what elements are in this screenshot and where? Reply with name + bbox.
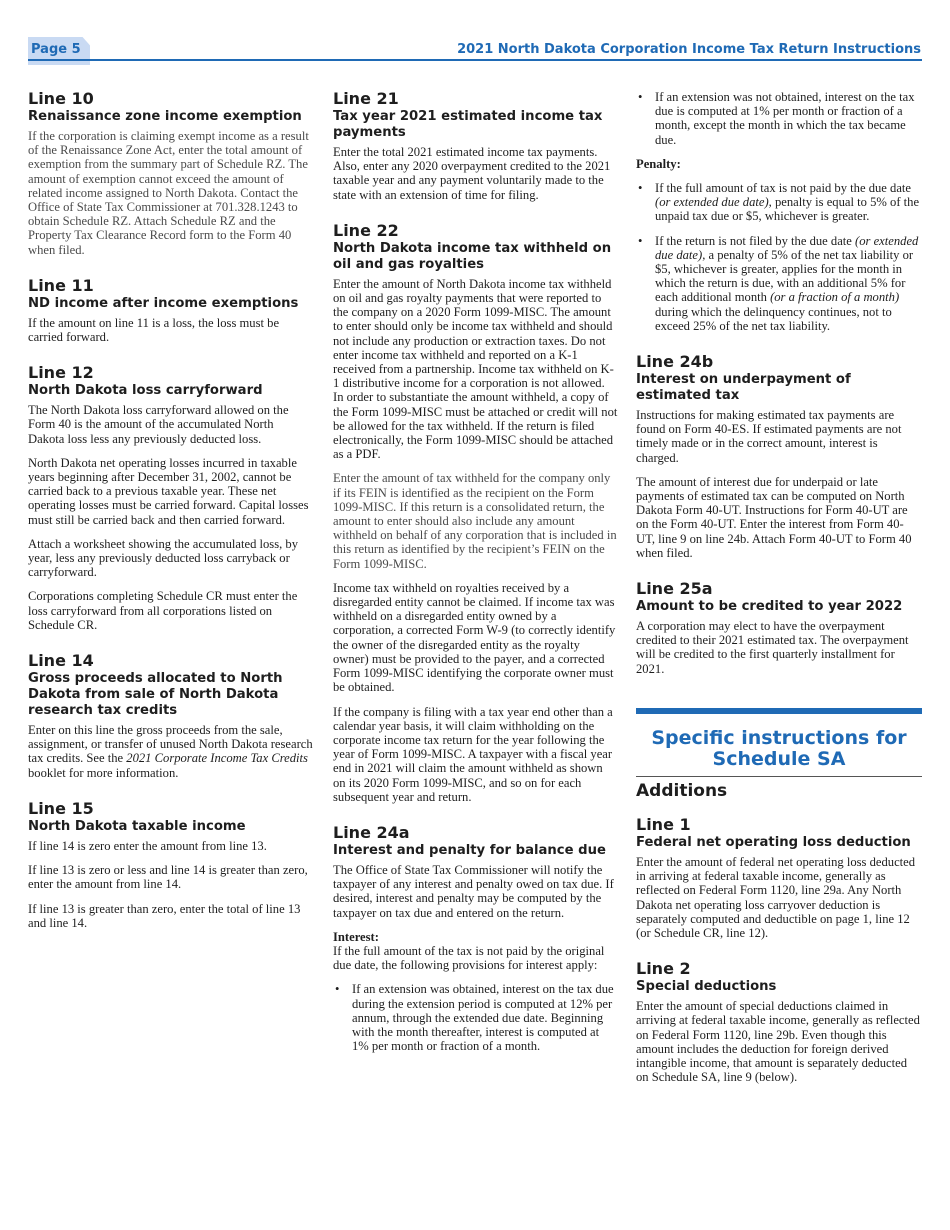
penalty-label: Penalty: — [636, 156, 681, 171]
line-number: Line 24a — [333, 822, 410, 842]
line-title: Renaissance zone income exemption — [28, 109, 302, 124]
paragraph: The amount of interest due for underpaid or late payments of estimated tax can be computed on North Dakota Form 40-UT. Instructions for Form 40-UT are on the Form 40-UT. Enter the interest from Form 40-UT, line 9 on line 24b. Attach Form 40-UT to Form 40 when filed. — [636, 474, 912, 560]
section-interest-penalty-cont — [636, 90, 922, 333]
interest-label — [333, 930, 618, 944]
line-title: Amount to be credited to year 2022 — [636, 599, 903, 615]
column-left — [28, 90, 313, 950]
line-title: Interest and penalty for balance due — [333, 842, 606, 858]
bullet-icon: • — [335, 982, 340, 997]
bullet-icon: • — [638, 233, 643, 248]
paragraph: Instructions for making estimated tax payments are found on Form 40-ES. If estimated payments are not timely made or in the correct amount, interest is charged. — [636, 408, 902, 465]
section-line-24a — [333, 824, 618, 1053]
line-number: Line 14 — [28, 651, 94, 671]
section-divider-bar — [636, 708, 922, 714]
paragraph: Enter the total 2021 estimated income tax payments. Also, enter any 2020 overpayment credited to the 2021 taxable year and any payment voluntarily made to the state with an extension of time for filing. — [333, 145, 611, 202]
paragraph: Income tax withheld on royalties received by a disregarded entity cannot be claimed. If income tax was withheld on a disregarded entity owned by a corporation, a corrected Form W-9 (to correctly identify the owner of the disregarded entity as the royalty owner) must be provided to the payer, and a corrected Form 1099-MISC identifying the corporate owner must be obtained. — [333, 580, 616, 695]
paragraph: Corporations completing Schedule CR must enter the loss carryforward from all corporations listed on Schedule CR. — [28, 589, 298, 632]
text-italic: (or extended due date) — [655, 195, 769, 210]
line-title: North Dakota loss carryforward — [28, 383, 263, 399]
paragraph: Enter the amount of special deductions claimed in arriving at federal taxable income, generally as reflected on Federal Form 1120, line 29b. Even though this amount includes the deduction for foreign derived intangible income, that amount is separately deducted on Schedule SA, line 9 (below). — [636, 999, 920, 1085]
text-italic: (or a fraction of a month) — [770, 290, 900, 305]
line-number: Line 15 — [28, 798, 94, 818]
document-title: 2021 North Dakota Corporation Income Tax Return Instructions — [457, 42, 921, 57]
paragraph: Attach a worksheet showing the accumulated loss, by year, less any previously deducted loss carryback or carryforward. — [28, 536, 298, 580]
line-title: North Dakota income tax withheld on oil and gas royalties — [333, 240, 612, 272]
paragraph: If the amount on line 11 is a loss, the loss must be carried forward. — [28, 315, 280, 345]
text-run: , penalty is equal to 5% of the unpaid tax due or $5, whichever is greater. — [655, 195, 920, 224]
additions-heading: Additions — [636, 780, 728, 801]
line-number: Line 1 — [636, 814, 691, 834]
paragraph: North Dakota net operating losses incurred in taxable years beginning after December 31, 2002, cannot be carried back to a previous taxable year. These net operating losses must be carried forward. Capital losses must still be carried back and then carried forward. — [28, 455, 309, 527]
bullet-icon: • — [638, 90, 643, 104]
text-run: If the return is not filed by the due date — [655, 233, 856, 248]
paragraph: If line 13 is zero or less and line 14 is greater than zero, enter the amount from line 14. — [28, 863, 308, 892]
section-line-14 — [28, 652, 313, 780]
text-run: If the full amount of tax is not paid by the due date — [655, 181, 912, 196]
section-line-24b — [636, 353, 922, 560]
text-run: during which the delinquency continues, not to exceed 25% of the net tax liability. — [655, 304, 892, 333]
bullet-item — [636, 90, 922, 147]
booklet-title: 2021 Corporate Income Tax Credits — [126, 751, 308, 766]
bullet-item — [333, 982, 618, 1053]
text-run: Enter on this line the gross proceeds from the sale, assignment, or transfer of unused North Dakota research tax credits. See the — [28, 723, 313, 766]
line-number: Line 21 — [333, 89, 399, 108]
line-title: North Dakota taxable income — [28, 818, 246, 834]
section-line-11 — [28, 277, 313, 344]
paragraph: If line 13 is greater than zero, enter the total of line 13 and line 14. — [28, 901, 301, 930]
line-number: Line 11 — [28, 275, 94, 295]
section-line-10 — [28, 90, 313, 257]
paragraph: The Office of State Tax Commissioner will notify the taxpayer of any interest and penalty owed on tax due. If desired, interest and penalty may be computed by the taxpayer on tax due and entered on the return. — [333, 862, 614, 920]
section-sa-line-1 — [636, 816, 922, 940]
paragraph: Enter the amount of North Dakota income tax withheld on oil and gas royalty payments that were reported to the company on a 2020 Form 1099-MISC. The amount to enter should only be income tax withheld and should not include any production or extraction taxes. Do not enter income tax withheld and reported on a K-1 received from a partnership. Income tax withheld on K-1 distributive income for a corporation is not allowed. In order to substantiate the amount withheld, a copy of the Form 1099-MISC must be attached or credit will not be allowed for the tax withheld. If the return is filed electronically, the Form 1099-MISC should be attached as a PDF. — [333, 276, 618, 462]
page-number: Page 5 — [31, 42, 81, 57]
page-header — [0, 0, 950, 70]
paragraph: A corporation may elect to have the overpayment credited to their 2021 estimated tax. The overpayment will be credited to the first quarterly installment for 2021. — [636, 619, 909, 676]
paragraph: If the full amount of the tax is not paid by the original due date, the following provisions for interest apply: — [333, 943, 605, 973]
bullet-text: If an extension was obtained, interest on the tax due during the extension period is computed at 12% per annum, through the extended due date. Beginning with the month thereafter, interest is computed at 1% per month or fraction of a month. — [352, 982, 614, 1054]
paragraph: If the company is filing with a tax year end other than a calendar year basis, it will claim withholding on the corporate income tax return for the year following the year of Form 1099-MISC. A taxpayer with a fiscal year end in 2021 will claim the amount withheld as shown on its 2020 Form 1099-MISC, and so on for each subsequent year and return. — [333, 704, 613, 804]
section-sa-line-2 — [636, 960, 922, 1084]
heading-rule — [636, 776, 922, 777]
schedule-sa-heading: Specific instructions for Schedule SA — [651, 726, 907, 770]
text-run: , a penalty of 5% of the net tax liability or $5, whichever is greater, applies for the month in which the return is due, with an additional 5% for each additional month — [655, 247, 914, 305]
interest-label-text: Interest: — [333, 929, 379, 944]
header-rule — [28, 59, 922, 61]
paragraph: If the corporation is claiming exempt income as a result of the Renaissance Zone Act, enter the total amount of exemption from the summary part of Schedule RZ. The amount of exemption cannot exceed the amount of related income assigned to North Dakota. Contact the Office of State Tax Commissioner at 701.328.1243 to obtain Schedule RZ. Attach Schedule RZ and the Property Tax Clearance Record form to the Form 40 when filed. — [28, 129, 309, 257]
paragraph: If line 14 is zero enter the amount from line 13. — [28, 838, 267, 853]
line-title: Federal net operating loss deduction — [636, 834, 911, 850]
paragraph: Enter the amount of tax withheld for the company only if its FEIN is identified as the recipient on the Form 1099-MISC. If this return is a consolidated return, the amount to enter should also include any amount withheld on behalf of any corporation that is included in this return as identified by the recipient’s FEIN on the Form 1099-MISC. — [333, 471, 617, 571]
line-title: Gross proceeds allocated to North Dakota from sale of North Dakota research tax credits — [28, 671, 283, 719]
line-number: Line 25a — [636, 579, 713, 599]
section-line-21 — [333, 90, 618, 202]
line-title: Special deductions — [636, 979, 777, 995]
text-italic: (or extended due date) — [655, 233, 919, 262]
line-title: Tax year 2021 estimated income tax payments — [333, 109, 603, 140]
line-number: Line 24b — [636, 352, 714, 372]
bullet-text: If an extension was not obtained, interest on the tax due is computed at 1% per month or fraction of a month, except the month in which the tax became due. — [655, 90, 915, 147]
section-line-22 — [333, 222, 618, 804]
line-number: Line 2 — [636, 959, 691, 979]
paragraph: The North Dakota loss carryforward allowed on the Form 40 is the amount of the accumulated North Dakota loss less any previously deducted loss. — [28, 403, 289, 446]
bullet-item — [636, 181, 922, 224]
line-number: Line 10 — [28, 89, 94, 108]
paragraph: Enter the amount of federal net operating loss deducted in arriving at federal taxable income, generally as reflected on Federal Form 1120, line 29a. Any North Dakota net operating loss carryover deduction is separately computed and deductible on page 1, line 12 (or Schedule CR, line 12). — [636, 854, 916, 940]
column-middle — [333, 90, 618, 1073]
line-number: Line 22 — [333, 220, 399, 240]
section-line-25a — [636, 580, 922, 676]
section-line-12 — [28, 364, 313, 632]
text-run: booklet for more information. — [28, 765, 179, 780]
bullet-icon: • — [638, 181, 643, 196]
line-number: Line 12 — [28, 363, 94, 383]
line-title: ND income after income exemptions — [28, 295, 299, 311]
column-right — [636, 90, 922, 1104]
paragraph — [28, 723, 313, 780]
bullet-item — [636, 234, 922, 333]
section-line-15 — [28, 800, 313, 930]
line-title: Interest on underpayment of estimated tax — [636, 372, 851, 404]
